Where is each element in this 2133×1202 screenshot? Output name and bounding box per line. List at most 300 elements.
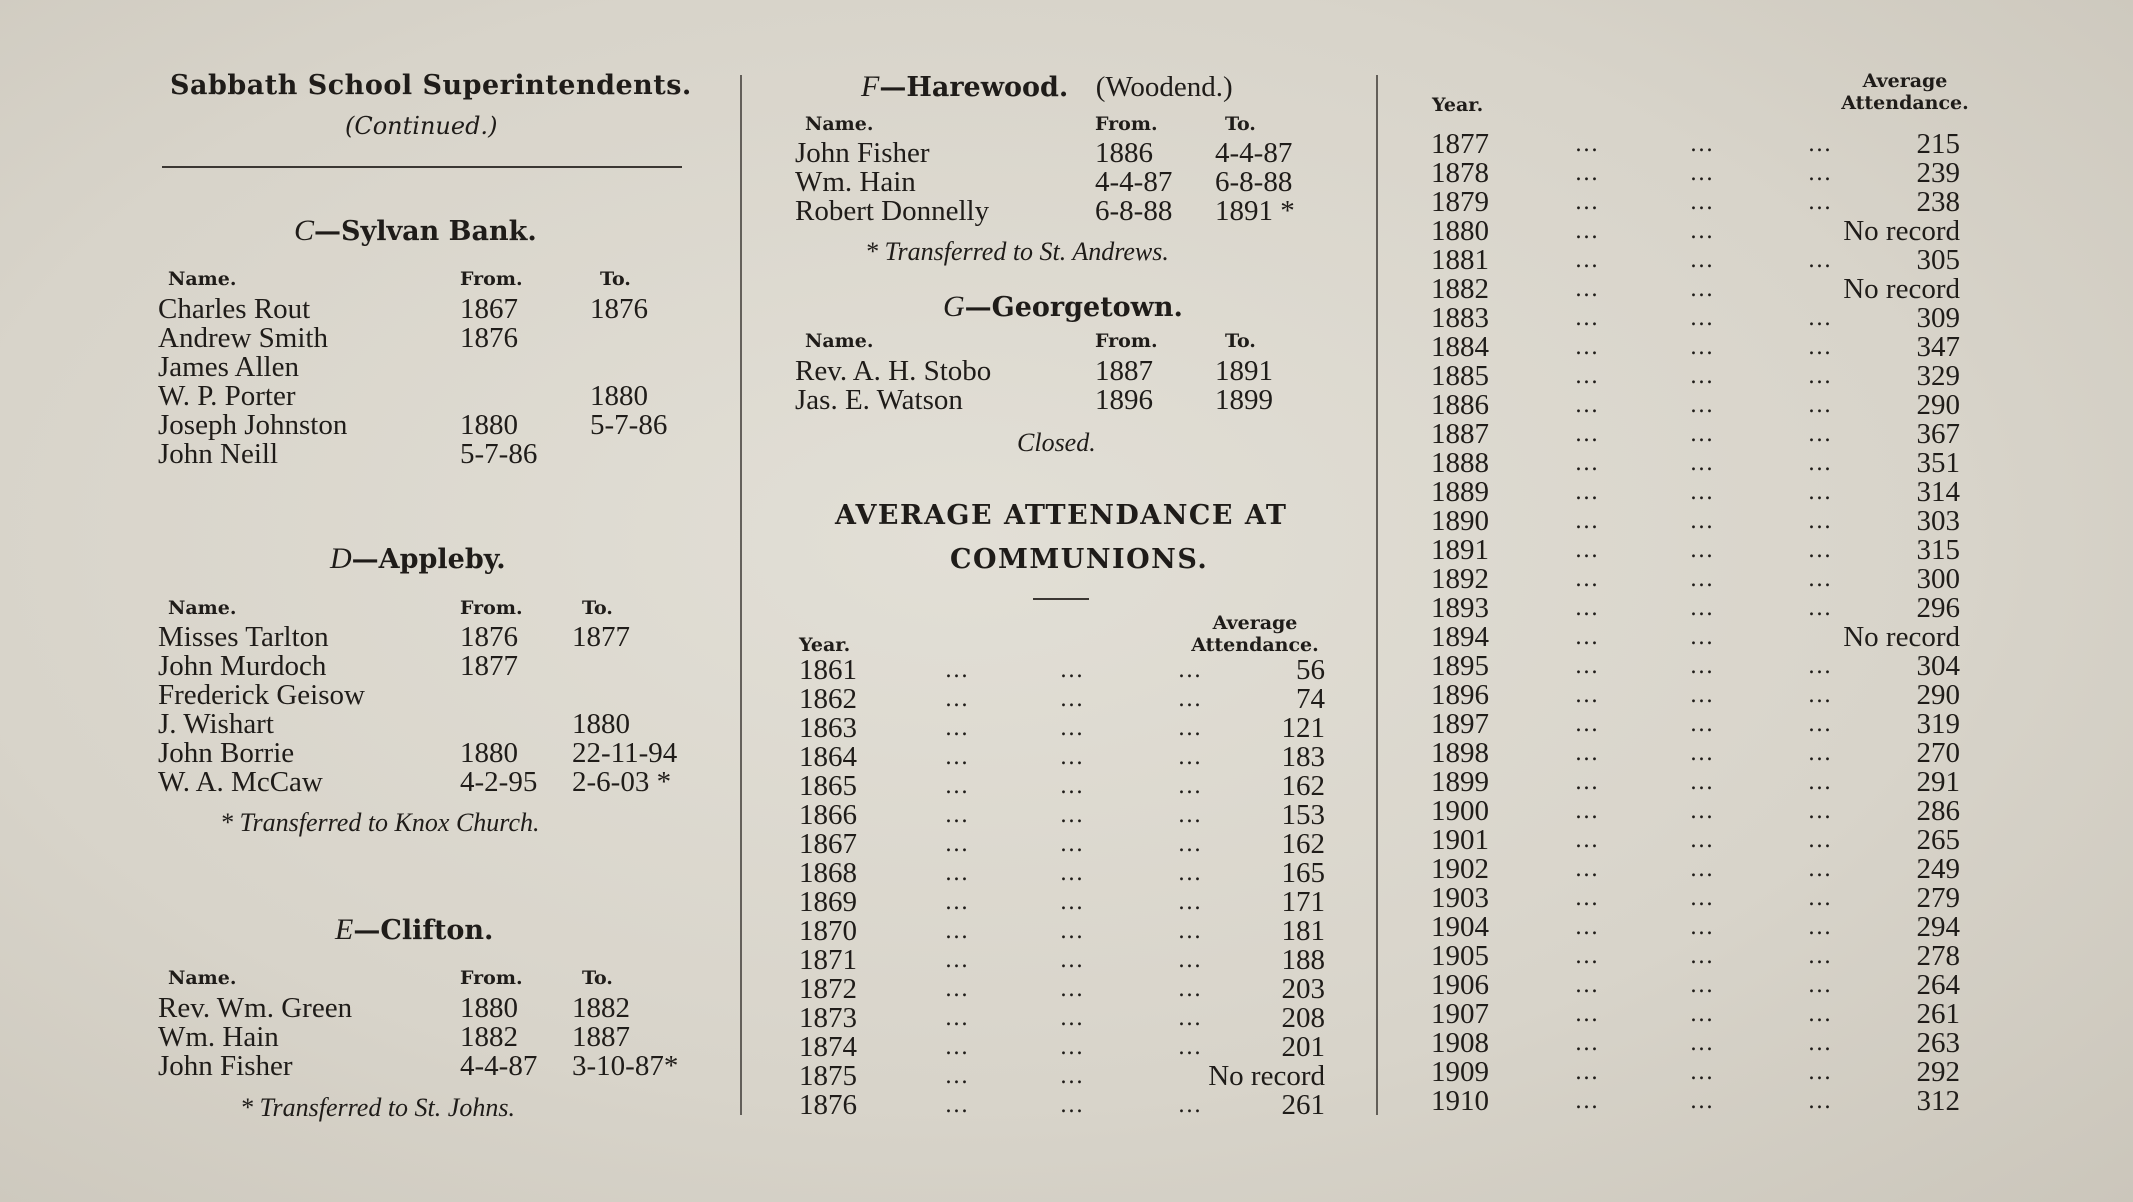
attendance-year: 1877 [1431, 128, 1489, 160]
leader-dots: ... [1690, 1002, 1714, 1027]
leader-dots: ... [1178, 1035, 1202, 1060]
to-date: 1880 [590, 380, 648, 412]
leader-dots: ... [1808, 509, 1832, 534]
from-column-header: From. [460, 268, 523, 290]
to-date: 22-11-94 [572, 737, 678, 769]
leader-dots: ... [1178, 861, 1202, 886]
column-divider-2 [1376, 75, 1378, 1115]
to-column-header: To. [582, 597, 613, 619]
leader-dots: ... [1808, 1002, 1832, 1027]
leader-dots: ... [1575, 132, 1599, 157]
leader-dots: ... [1060, 658, 1084, 683]
section-d-note: * Transferred to Knox Church. [220, 808, 540, 837]
attendance-value: 329 [1916, 360, 1960, 392]
leader-dots: ... [945, 977, 969, 1002]
attendance-value: 314 [1916, 476, 1960, 508]
leader-dots: ... [1690, 1031, 1714, 1056]
from-date: 1880 [460, 409, 518, 441]
from-date: 4-2-95 [460, 766, 538, 798]
superintendent-name: James Allen [158, 351, 299, 383]
attendance-header: Attendance. [1191, 634, 1319, 656]
attendance-year: 1888 [1431, 447, 1489, 479]
attendance-year: 1889 [1431, 476, 1489, 508]
section-f-place: —Harewood. [879, 72, 1069, 103]
attendance-value: 121 [1281, 712, 1325, 744]
leader-dots: ... [1575, 944, 1599, 969]
leader-dots: ... [1575, 364, 1599, 389]
leader-dots: ... [945, 1064, 969, 1089]
leader-dots: ... [945, 1093, 969, 1118]
section-g-title [943, 290, 1183, 324]
leader-dots: ... [1690, 219, 1714, 244]
attendance-value: 304 [1916, 650, 1960, 682]
leader-dots: ... [1808, 567, 1832, 592]
from-date: 4-4-87 [1095, 166, 1173, 198]
superintendent-name: Wm. Hain [158, 1021, 279, 1053]
attendance-year: 1905 [1431, 940, 1489, 972]
leader-dots: ... [945, 919, 969, 944]
leader-dots: ... [1690, 306, 1714, 331]
attendance-year: 1871 [799, 944, 857, 976]
from-date: 1876 [460, 322, 518, 354]
attendance-year: 1875 [799, 1060, 857, 1092]
leader-dots: ... [945, 745, 969, 770]
leader-dots: ... [1808, 683, 1832, 708]
attendance-year: 1909 [1431, 1056, 1489, 1088]
average-header: Average [1212, 612, 1298, 634]
attendance-year: 1864 [799, 741, 857, 773]
leader-dots: ... [1808, 944, 1832, 969]
section-f-extra: (Woodend.) [1095, 71, 1233, 103]
section-e-place: —Clifton. [353, 915, 494, 946]
leader-dots: ... [1808, 538, 1832, 563]
leader-dots: ... [1575, 219, 1599, 244]
leader-dots: ... [1808, 596, 1832, 621]
leader-dots: ... [1060, 687, 1084, 712]
attendance-value: 315 [1916, 534, 1960, 566]
leader-dots: ... [1808, 132, 1832, 157]
attendance-year: 1878 [1431, 157, 1489, 189]
leader-dots: ... [1178, 832, 1202, 857]
attendance-value: 278 [1916, 940, 1960, 972]
attendance-year: 1899 [1431, 766, 1489, 798]
attendance-year: 1882 [1431, 273, 1489, 305]
leader-dots: ... [1808, 306, 1832, 331]
leader-dots: ... [1690, 741, 1714, 766]
leader-dots: ... [1690, 886, 1714, 911]
attendance-year: 1903 [1431, 882, 1489, 914]
attendance-value: 261 [1281, 1089, 1325, 1121]
superintendent-name: Andrew Smith [158, 322, 328, 354]
to-date: 1891 [1215, 355, 1273, 387]
attendance-year: 1897 [1431, 708, 1489, 740]
attendance-year: 1904 [1431, 911, 1489, 943]
from-date: 1877 [460, 650, 518, 682]
name-column-header: Name. [168, 268, 237, 290]
leader-dots: ... [1808, 364, 1832, 389]
leader-dots: ... [1808, 451, 1832, 476]
leader-dots: ... [1178, 687, 1202, 712]
leader-dots: ... [1178, 890, 1202, 915]
attendance-value: 291 [1916, 766, 1960, 798]
to-date: 2-6-03 * [572, 766, 672, 798]
leader-dots: ... [1178, 658, 1202, 683]
attendance-value: 265 [1916, 824, 1960, 856]
leader-dots: ... [1178, 977, 1202, 1002]
leader-dots: ... [1575, 828, 1599, 853]
leader-dots: ... [1575, 741, 1599, 766]
leader-dots: ... [1575, 248, 1599, 273]
attendance-value: 309 [1916, 302, 1960, 334]
average-header-right: Average [1862, 70, 1948, 92]
section-g-place: —Georgetown. [964, 292, 1183, 323]
leader-dots: ... [1575, 190, 1599, 215]
leader-dots: ... [1690, 567, 1714, 592]
leader-dots: ... [1808, 422, 1832, 447]
from-date: 1867 [460, 293, 518, 325]
leader-dots: ... [1060, 1093, 1084, 1118]
name-column-header: Name. [805, 330, 874, 352]
section-g-letter: G [943, 290, 965, 323]
leader-dots: ... [1575, 1089, 1599, 1114]
leader-dots: ... [1575, 335, 1599, 360]
leader-dots: ... [1575, 886, 1599, 911]
leader-dots: ... [1575, 509, 1599, 534]
leader-dots: ... [1060, 977, 1084, 1002]
leader-dots: ... [1690, 248, 1714, 273]
attendance-value: 165 [1281, 857, 1325, 889]
leader-dots: ... [1575, 451, 1599, 476]
attendance-value: 56 [1296, 654, 1325, 686]
leader-dots: ... [945, 716, 969, 741]
leader-dots: ... [1690, 393, 1714, 418]
leader-dots: ... [1690, 683, 1714, 708]
leader-dots: ... [1690, 132, 1714, 157]
leader-dots: ... [1808, 248, 1832, 273]
attendance-value: 201 [1281, 1031, 1325, 1063]
communions-title-line2: COMMUNIONS. [950, 544, 1209, 575]
attendance-value: 319 [1916, 708, 1960, 740]
to-date: 1877 [572, 621, 630, 653]
from-column-header: From. [460, 597, 523, 619]
leader-dots: ... [945, 774, 969, 799]
to-date: 6-8-88 [1215, 166, 1293, 198]
attendance-year: 1906 [1431, 969, 1489, 1001]
section-f-note: * Transferred to St. Andrews. [865, 237, 1169, 266]
superintendent-name: Frederick Geisow [158, 679, 365, 711]
superintendent-name: Misses Tarlton [158, 621, 329, 653]
attendance-year: 1890 [1431, 505, 1489, 537]
section-d-letter: D [330, 542, 352, 575]
attendance-value: 181 [1281, 915, 1325, 947]
leader-dots: ... [1575, 161, 1599, 186]
leader-dots: ... [1690, 712, 1714, 737]
leader-dots: ... [1690, 770, 1714, 795]
attendance-value: No record [1843, 215, 1960, 247]
attendance-year: 1861 [799, 654, 857, 686]
to-date: 1880 [572, 708, 630, 740]
from-column-header: From. [1095, 330, 1158, 352]
to-date: 3-10-87* [572, 1050, 679, 1082]
from-date: 1882 [460, 1021, 518, 1053]
attendance-value: 162 [1281, 828, 1325, 860]
attendance-value: 286 [1916, 795, 1960, 827]
attendance-value: 264 [1916, 969, 1960, 1001]
superintendent-name: John Murdoch [158, 650, 327, 682]
superintendent-name: Rev. Wm. Green [158, 992, 353, 1024]
to-column-header: To. [1225, 330, 1256, 352]
superintendent-name: Robert Donnelly [795, 195, 990, 227]
leader-dots: ... [1178, 716, 1202, 741]
leader-dots: ... [1808, 886, 1832, 911]
leader-dots: ... [1575, 422, 1599, 447]
from-date: 1880 [460, 737, 518, 769]
leader-dots: ... [1690, 915, 1714, 940]
leader-dots: ... [1178, 774, 1202, 799]
attendance-header-right: Attendance. [1841, 92, 1969, 114]
attendance-value: 238 [1916, 186, 1960, 218]
leader-dots: ... [1060, 948, 1084, 973]
to-date: 4-4-87 [1215, 137, 1293, 169]
superintendent-name: W. P. Porter [158, 380, 296, 412]
attendance-value: 312 [1916, 1085, 1960, 1117]
year-header: Year. [799, 634, 851, 656]
name-column-header: Name. [168, 597, 237, 619]
from-date: 1887 [1095, 355, 1153, 387]
to-column-header: To. [1225, 113, 1256, 135]
attendance-value: 162 [1281, 770, 1325, 802]
attendance-value: 270 [1916, 737, 1960, 769]
leader-dots: ... [1690, 538, 1714, 563]
superintendent-name: John Fisher [795, 137, 930, 169]
superintendent-name: Jas. E. Watson [795, 384, 963, 416]
attendance-year: 1873 [799, 1002, 857, 1034]
attendance-value: 300 [1916, 563, 1960, 595]
leader-dots: ... [1178, 1093, 1202, 1118]
leader-dots: ... [1575, 538, 1599, 563]
leader-dots: ... [1060, 832, 1084, 857]
from-date: 1896 [1095, 384, 1153, 416]
leader-dots: ... [1808, 799, 1832, 824]
leader-dots: ... [945, 832, 969, 857]
attendance-value: 261 [1916, 998, 1960, 1030]
year-header-right: Year. [1432, 94, 1484, 116]
section-c-place: —Sylvan Bank. [314, 216, 537, 247]
attendance-year: 1887 [1431, 418, 1489, 450]
leader-dots: ... [1808, 828, 1832, 853]
section-g-note: Closed. [1017, 428, 1096, 457]
leader-dots: ... [1060, 1035, 1084, 1060]
leader-dots: ... [945, 1006, 969, 1031]
attendance-year: 1894 [1431, 621, 1489, 653]
leader-dots: ... [1060, 745, 1084, 770]
leader-dots: ... [1575, 625, 1599, 650]
leader-dots: ... [945, 687, 969, 712]
attendance-year: 1868 [799, 857, 857, 889]
attendance-year: 1895 [1431, 650, 1489, 682]
leader-dots: ... [945, 890, 969, 915]
superintendent-name: Rev. A. H. Stobo [795, 355, 992, 387]
from-date: 5-7-86 [460, 438, 538, 470]
column-divider-1 [740, 75, 742, 1115]
leader-dots: ... [1690, 654, 1714, 679]
leader-dots: ... [1575, 654, 1599, 679]
from-date: 6-8-88 [1095, 195, 1173, 227]
superintendent-name: John Fisher [158, 1050, 293, 1082]
leader-dots: ... [1575, 973, 1599, 998]
leader-dots: ... [1060, 1006, 1084, 1031]
attendance-value: 239 [1916, 157, 1960, 189]
leader-dots: ... [945, 861, 969, 886]
leader-dots: ... [1575, 1031, 1599, 1056]
leader-dots: ... [1690, 277, 1714, 302]
section-d-place: —Appleby. [351, 544, 506, 575]
leader-dots: ... [1808, 1089, 1832, 1114]
attendance-year: 1901 [1431, 824, 1489, 856]
leader-dots: ... [1808, 393, 1832, 418]
attendance-value: 347 [1916, 331, 1960, 363]
from-date: 1876 [460, 621, 518, 653]
leader-dots: ... [1060, 716, 1084, 741]
leader-dots: ... [1575, 277, 1599, 302]
leader-dots: ... [1690, 596, 1714, 621]
attendance-value: 208 [1281, 1002, 1325, 1034]
attendance-value: 296 [1916, 592, 1960, 624]
leader-dots: ... [1690, 828, 1714, 853]
name-column-header: Name. [168, 967, 237, 989]
leader-dots: ... [1808, 712, 1832, 737]
section-d-title [330, 542, 506, 576]
attendance-year: 1869 [799, 886, 857, 918]
leader-dots: ... [1690, 1060, 1714, 1085]
leader-dots: ... [1575, 393, 1599, 418]
attendance-value: 351 [1916, 447, 1960, 479]
from-date: 1880 [460, 992, 518, 1024]
attendance-value: 203 [1281, 973, 1325, 1005]
leader-dots: ... [1575, 915, 1599, 940]
leader-dots: ... [1690, 1089, 1714, 1114]
leader-dots: ... [1178, 1006, 1202, 1031]
communions-rule [1033, 598, 1089, 600]
attendance-year: 1865 [799, 770, 857, 802]
leader-dots: ... [1060, 890, 1084, 915]
leader-dots: ... [1690, 480, 1714, 505]
leader-dots: ... [1808, 190, 1832, 215]
attendance-value: 74 [1296, 683, 1325, 715]
page-subtitle: (Continued.) [345, 112, 498, 140]
page-title: Sabbath School Superintendents. [170, 70, 692, 101]
leader-dots: ... [1575, 1002, 1599, 1027]
attendance-year: 1872 [799, 973, 857, 1005]
leader-dots: ... [1690, 161, 1714, 186]
leader-dots: ... [1575, 306, 1599, 331]
attendance-value: 188 [1281, 944, 1325, 976]
leader-dots: ... [1808, 480, 1832, 505]
superintendent-name: W. A. McCaw [158, 766, 323, 798]
attendance-year: 1884 [1431, 331, 1489, 363]
leader-dots: ... [1575, 683, 1599, 708]
attendance-value: 292 [1916, 1056, 1960, 1088]
attendance-value: 249 [1916, 853, 1960, 885]
attendance-year: 1862 [799, 683, 857, 715]
attendance-value: 367 [1916, 418, 1960, 450]
leader-dots: ... [1178, 745, 1202, 770]
attendance-year: 1880 [1431, 215, 1489, 247]
superintendent-name: Charles Rout [158, 293, 311, 325]
superintendent-name: J. Wishart [158, 708, 274, 740]
communions-title-line1: AVERAGE ATTENDANCE AT [835, 500, 1288, 531]
attendance-value: 305 [1916, 244, 1960, 276]
leader-dots: ... [1808, 973, 1832, 998]
to-column-header: To. [582, 967, 613, 989]
leader-dots: ... [1690, 364, 1714, 389]
leader-dots: ... [1690, 799, 1714, 824]
attendance-value: 279 [1916, 882, 1960, 914]
to-column-header: To. [600, 268, 631, 290]
attendance-value: 303 [1916, 505, 1960, 537]
leader-dots: ... [1690, 335, 1714, 360]
leader-dots: ... [945, 803, 969, 828]
leader-dots: ... [1690, 451, 1714, 476]
attendance-value: 263 [1916, 1027, 1960, 1059]
section-f-title [861, 70, 1233, 104]
attendance-year: 1879 [1431, 186, 1489, 218]
leader-dots: ... [1808, 161, 1832, 186]
attendance-value: 153 [1281, 799, 1325, 831]
leader-dots: ... [1060, 1064, 1084, 1089]
leader-dots: ... [1575, 480, 1599, 505]
leader-dots: ... [1178, 803, 1202, 828]
from-column-header: From. [1095, 113, 1158, 135]
leader-dots: ... [1808, 1060, 1832, 1085]
leader-dots: ... [1060, 803, 1084, 828]
attendance-year: 1874 [799, 1031, 857, 1063]
attendance-year: 1893 [1431, 592, 1489, 624]
attendance-value: No record [1843, 621, 1960, 653]
attendance-year: 1876 [799, 1089, 857, 1121]
leader-dots: ... [1575, 712, 1599, 737]
attendance-year: 1866 [799, 799, 857, 831]
section-c-letter: C [294, 214, 315, 247]
attendance-value: 171 [1281, 886, 1325, 918]
section-e-letter: E [335, 913, 354, 946]
leader-dots: ... [1178, 948, 1202, 973]
title-rule [162, 166, 682, 168]
attendance-value: 183 [1281, 741, 1325, 773]
leader-dots: ... [1808, 857, 1832, 882]
attendance-year: 1885 [1431, 360, 1489, 392]
leader-dots: ... [945, 658, 969, 683]
attendance-value: 290 [1916, 389, 1960, 421]
leader-dots: ... [1808, 335, 1832, 360]
leader-dots: ... [1060, 774, 1084, 799]
attendance-year: 1867 [799, 828, 857, 860]
superintendent-name: Wm. Hain [795, 166, 916, 198]
from-column-header: From. [460, 967, 523, 989]
attendance-year: 1896 [1431, 679, 1489, 711]
name-column-header: Name. [805, 113, 874, 135]
to-date: 5-7-86 [590, 409, 668, 441]
leader-dots: ... [1808, 915, 1832, 940]
section-e-note: * Transferred to St. Johns. [240, 1093, 515, 1122]
attendance-year: 1907 [1431, 998, 1489, 1030]
leader-dots: ... [1575, 567, 1599, 592]
leader-dots: ... [1690, 857, 1714, 882]
section-f-letter: F [861, 70, 880, 103]
leader-dots: ... [1690, 190, 1714, 215]
section-e-title [335, 913, 493, 947]
section-c-title [294, 214, 537, 248]
